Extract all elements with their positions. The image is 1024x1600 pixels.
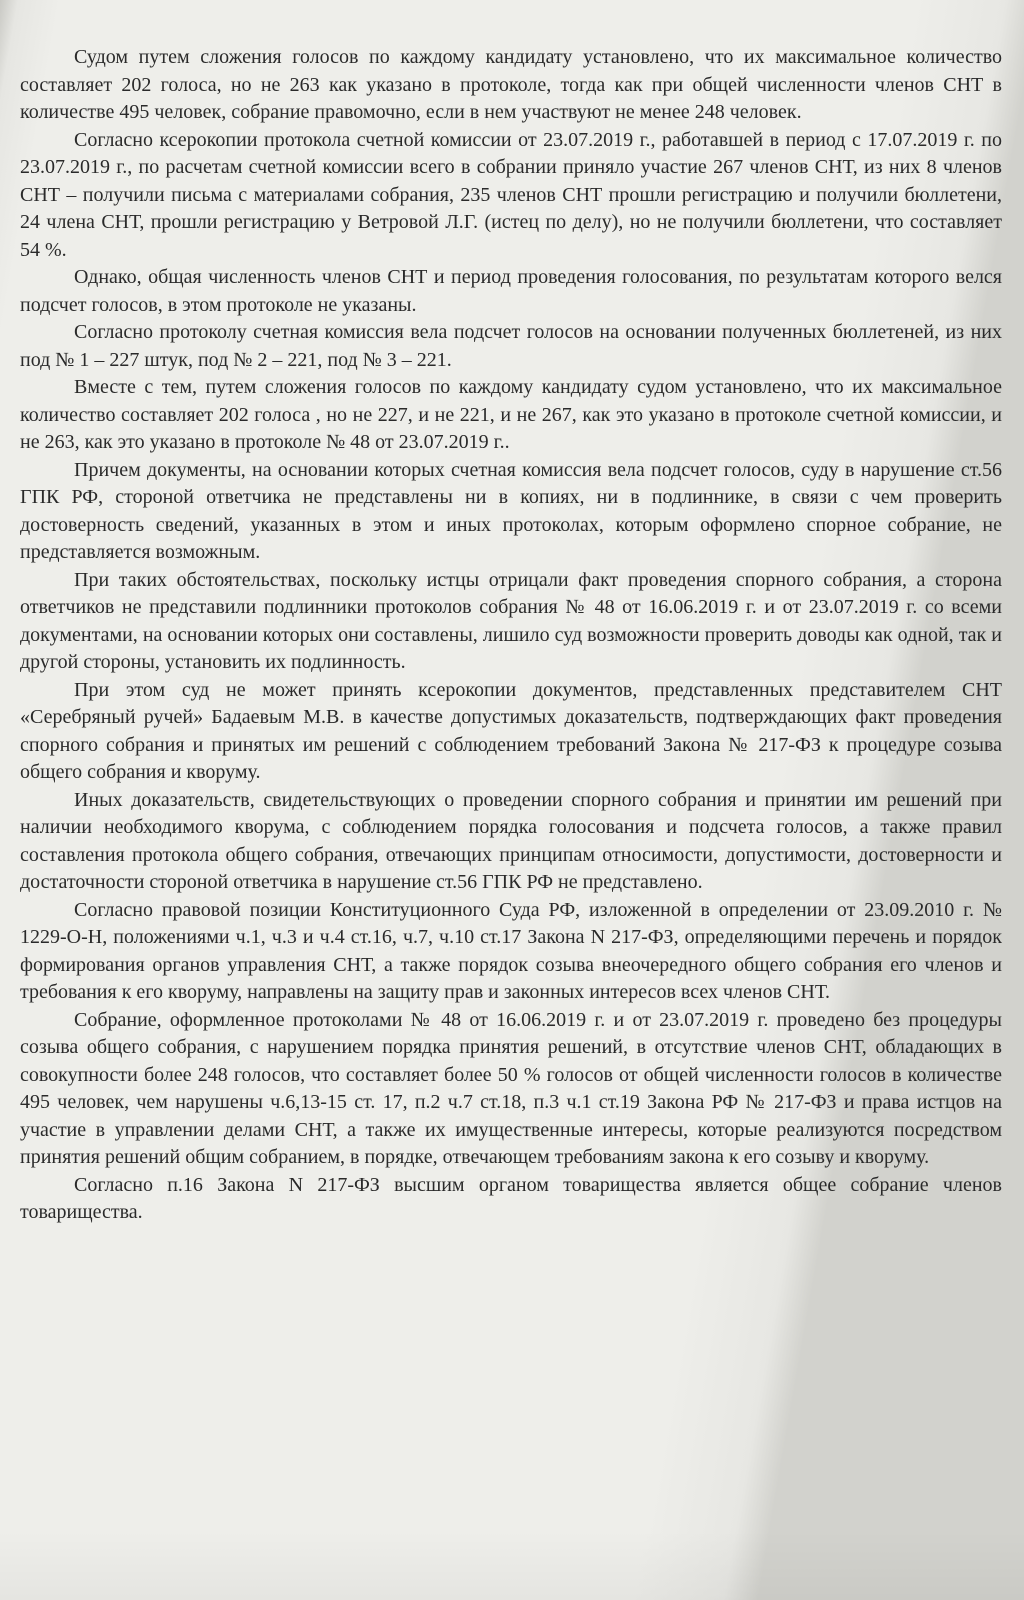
paragraph: Вместе с тем, путем сложения голосов по каждому кандидату судом установлено, что их максимальное количество составляет 202 голоса , но не 227, и не 221, и не 267, как это указано в протоколе счетной комиссии, и не 263, как это указано в протоколе № 48 от 23.07.2019 г.. [20, 376, 1002, 453]
paragraph: Согласно ксерокопии протокола счетной комиссии от 23.07.2019 г., работавшей в период с 17.07.2019 г. по 23.07.2019 г., по расчетам счетной комиссии всего в собрании приняло участие 267 членов СНТ, из них 8 членов СНТ – получили письма с материалами собрания, 235 членов СНТ прошли регистрацию и получили бюллетени, 24 члена СНТ, прошли регистрацию у Ветровой Л.Г. (истец по делу), но не получили бюллетени, что составляет 54 %. [20, 128, 1002, 261]
document-text [20, 44, 1002, 1227]
paragraph: При этом суд не может принять ксерокопии документов, представленных представителем СНТ «Серебряный ручей» Бадаевым М.В. в качестве допустимых доказательств, подтверждающих факт проведения спорного собрания и принятых им решений с соблюдением требований Закона № 217-ФЗ к процедуре созыва общего собрания и кворуму. [20, 678, 1002, 783]
page-shadow [0, 1530, 1024, 1600]
paragraph: Причем документы, на основании которых счетная комиссия вела подсчет голосов, суду в нарушение ст.56 ГПК РФ, стороной ответчика не представлены ни в копиях, ни в подлиннике, в связи с чем проверить достоверность сведений, указанных в этом и иных протоколах, которым оформлено спорное собрание, не представляется возможным. [20, 458, 1002, 563]
paragraph: Согласно правовой позиции Конституционного Суда РФ, изложенной в определении от 23.09.2010 г. № 1229-О-Н, положениями ч.1, ч.3 и ч.4 ст.16, ч.7, ч.10 ст.17 Закона N 217-ФЗ, определяющими перечень и порядок формирования органов управления СНТ, а также порядок созыва внеочередного общего собрания его членов и требования к его кворуму, направлены на защиту прав и законных интересов всех членов СНТ. [20, 898, 1002, 1003]
paragraph: Согласно п.16 Закона N 217-ФЗ высшим органом товарищества является общее собрание членов товарищества. [20, 1173, 1002, 1223]
paragraph: Судом путем сложения голосов по каждому кандидату установлено, что их максимальное количество составляет 202 голоса, но не 263 как указано в протоколе, тогда как при общей численности членов СНТ в количестве 495 человек, собрание правомочно, если в нем участвуют не менее 248 человек. [20, 46, 1002, 123]
paragraph: Однако, общая численность членов СНТ и период проведения голосования, по результатам которого велся подсчет голосов, в этом протоколе не указаны. [20, 266, 1002, 316]
paragraph: Собрание, оформленное протоколами № 48 от 16.06.2019 г. и от 23.07.2019 г. проведено без процедуры созыва общего собрания, с нарушением порядка принятия решений, в отсутствие членов СНТ, обладающих в совокупности более 248 голосов, что составляет более 50 % голосов от общей численности голосов в количестве 495 человек, чем нарушены ч.6,13-15 ст. 17, п.2 ч.7 ст.18, п.3 ч.1 ст.19 Закона РФ № 217-ФЗ и права истцов на участие в управлении делами СНТ, а также их имущественные интересы, которые реализуются посредством принятия решений общим собранием, в порядке, отвечающем требованиям закона к его созыву и кворуму. [20, 1008, 1002, 1168]
paragraph: Согласно протоколу счетная комиссия вела подсчет голосов на основании полученных бюллетеней, из них под № 1 – 227 штук, под № 2 – 221, под № 3 – 221. [20, 321, 1002, 371]
paragraph: Иных доказательств, свидетельствующих о проведении спорного собрания и принятии им решений при наличии необходимого кворума, с соблюдением порядка голосования и подсчета голосов, а также правил составления протокола общего собрания, отвечающих принципам относимости, допустимости, достоверности и достаточности стороной ответчика в нарушение ст.56 ГПК РФ не представлено. [20, 788, 1002, 893]
paragraph: При таких обстоятельствах, поскольку истцы отрицали факт проведения спорного собрания, а сторона ответчиков не представили подлинники протоколов собрания № 48 от 16.06.2019 г. и от 23.07.2019 г. со всеми документами, на основании которых они составлены, лишило суд возможности проверить доводы как одной, так и другой стороны, установить их подлинность. [20, 568, 1002, 673]
